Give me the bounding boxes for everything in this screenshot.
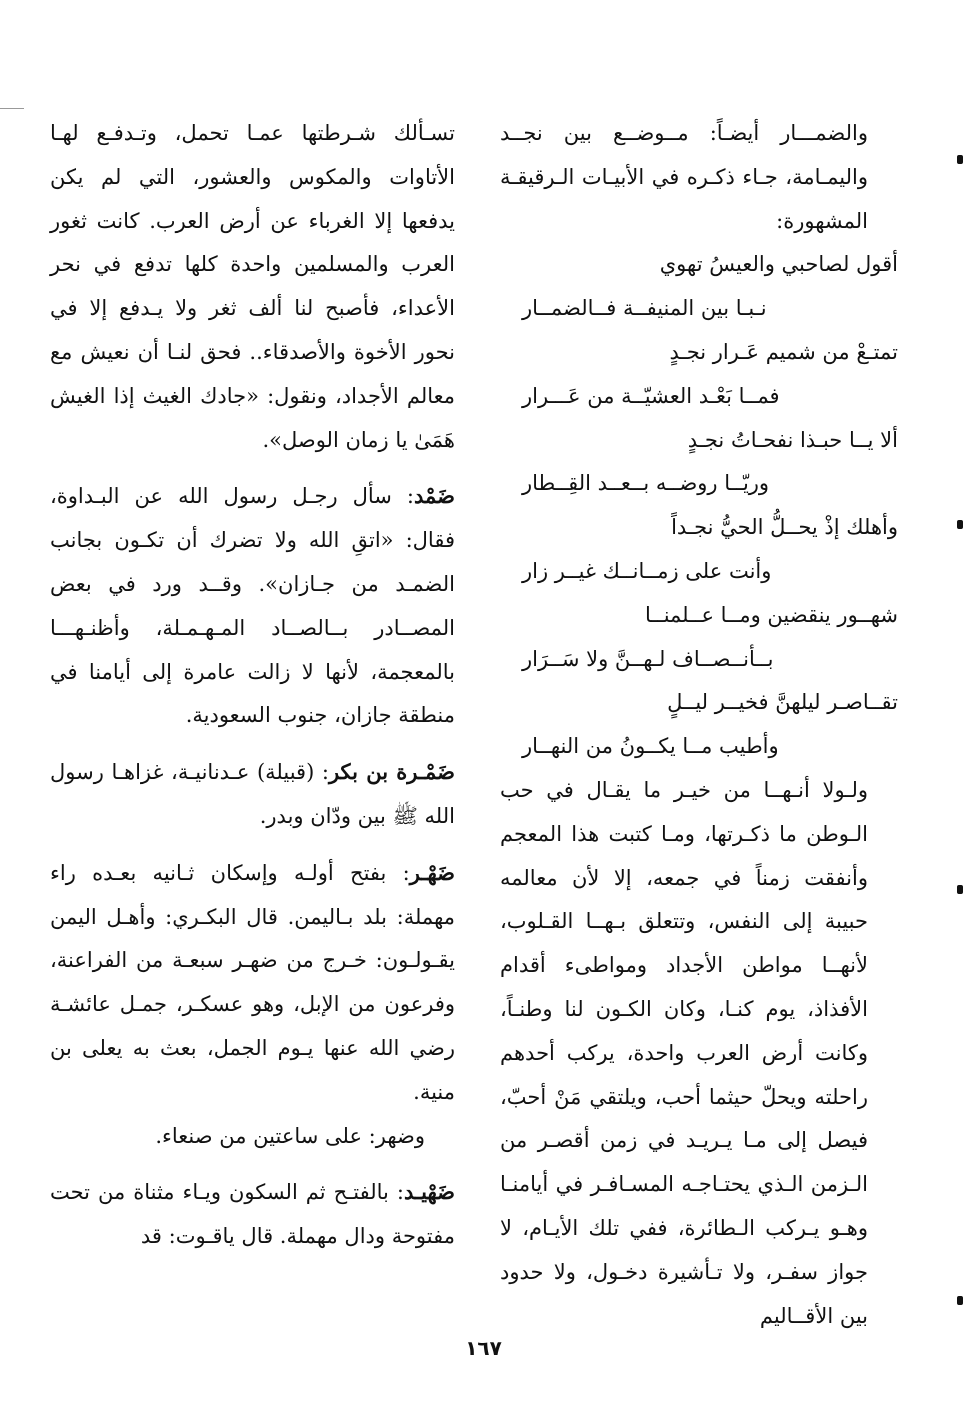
poem-line: وريّــا روضــه بــعــد القِــطار <box>522 471 770 496</box>
margin-mark <box>957 885 963 894</box>
poem-line: ألا يــا حبـذا نفحـاتُ نجـدٍ <box>687 427 898 452</box>
margin-mark <box>957 155 963 164</box>
entry-headword: ضَهْـر <box>409 859 455 885</box>
entry-headword: ضَهْيـد <box>403 1179 455 1205</box>
poem-line: وأنت على زمــانــك غيــر زار <box>522 558 772 583</box>
entry-text: : (قبيلة) عـدنانيـة، غزاهـا رسول الله ﷺ بين ودّان وبدر. <box>50 760 455 828</box>
entry-headword: ضَمْـرة بن بكر <box>328 759 456 785</box>
dictionary-entry <box>50 1170 455 1259</box>
poem-line: أقول لصاحبي والعيسُ تهوي <box>659 252 898 277</box>
poem-line: وأهلك إذْ يحــلُّ الحيُّ نجـداً <box>671 515 898 540</box>
intro-paragraph: والضمـــار أيضـاً: مــوضــع بين نجــد واليمـامة، جـاء ذكـره في الأبيـات الـرقيقـة المشهورة: <box>500 121 868 233</box>
entry-text: : بالفتـح ثم السكون ويـاء مثناة من تحت مفتوحة ودال مهملة. قال ياقـوت: قد <box>50 1180 455 1249</box>
left-column <box>50 112 455 1259</box>
page-number: ١٦٧ <box>465 1336 502 1360</box>
poem-line: تمتـعْ من شميم عَـرار نجـدٍ <box>669 339 898 364</box>
dictionary-entry <box>50 851 455 1115</box>
margin-mark <box>957 1296 963 1305</box>
entry-note <box>50 1115 455 1159</box>
poem-line: نـبـا بين المنيفــة فــالضمــار <box>522 296 767 321</box>
margin-mark <box>957 520 963 529</box>
poem-line: وأطيب مــا يكــونُ من النهــار <box>522 734 779 759</box>
dictionary-entry <box>50 750 455 839</box>
poem <box>500 243 898 769</box>
entry-text: وضهر: على ساعتين من صنعاء. <box>155 1123 425 1148</box>
closing-paragraph: ولـولا أنـهــا من خيـر ما يقـال في حب الـوطن ما ذكـرتها، ومـا كتبت هذا المعجم وأنفقت زمناً في جمعه، إلا لأن معالمه حبيبة إلى النفس، وتتعلق بـهــا القـلوب، لأنهــا مواطن الأجداد ومواطىء أقدام الأفذاذ، يوم كنـا، وكان الكـون لنا وطنـاً، وكانت أرض العرب واحدة، يركب أحدهم راحلته ويحلّ حيثما أحب، ويلتقي مَنْ أحبّ، فيصل إلى مـا يـريـد في زمن أقصـر من الـزمن الـذي يحتـاجـه المسـافـر في أيامنـا وهـو يـركب الـطائرة، ففي تلك الأيـام، لا جواز سفـر، ولا تـأشيرة دخـول، ولا حدود بين الأقــاليم <box>500 777 868 1328</box>
dictionary-entry <box>50 474 455 738</box>
poem-line: بــأنــصــاف لـهــنَّ ولا سَــرَار <box>522 646 774 671</box>
entry-headword: ضَمْد <box>414 483 455 509</box>
right-column <box>500 112 898 1338</box>
poem-line: شهــور ينقضين ومــا عــلمنــا <box>645 602 898 627</box>
poem-line: فمــا بَعْـد العشيّــة من عَـــرار <box>522 383 780 408</box>
entry-text: : بفتح أولـه وإسكان ثـانيه بعـده راء مهملة: بلد بـاليمن. قال البكـري: وأهـل اليمن يقـولـون: خـرج من ضهـر سبعـة من الفراعنة، وفرعون من الإبل، وهو عسكـر، جمـل عائشـة رضي الله عنها يـوم الجمل، بعث به يعلى بن منية. <box>50 860 455 1104</box>
continuation-paragraph: تسـألك شـرطتها عمـا تحمل، وتـدفـع لهـا الأتاوات والمكوس والعشور، التي لم يكن يدفعها إلا الغرباء عن أرض العرب. كانت ثغور العرب والمسلمين واحدة كلها تدفع في نحر الأعداء، فأصبح لنا ألف ثغر ولا يـدفع إلا في نحور الأخوة والأصدقاء.. فحق لنـا أن نعيش مع معالم الأجداد، ونقول: «جادك الغيث إذا الغيش هَمَىٰ يا زمان الوصل». <box>50 121 455 452</box>
top-rule <box>0 108 24 109</box>
entry-text: : سأل رجـل رسول الله عن البـداوة، فقال: «اتقِ الله ولا تضرك أن تكـون بجانب الضمـد من جـازان». وقــد ورد في بعض المصــادر بــالصــاد المـهـمـلة، وأظنـهـــا بالمعجمة، لأنها لا زالت عامرة إلى أيامنا في منطقة جازان، جنوب السعودية. <box>50 484 455 728</box>
poem-line: تقــاصـر ليلهنَّ فخيــر ليــلٍ <box>667 690 898 715</box>
